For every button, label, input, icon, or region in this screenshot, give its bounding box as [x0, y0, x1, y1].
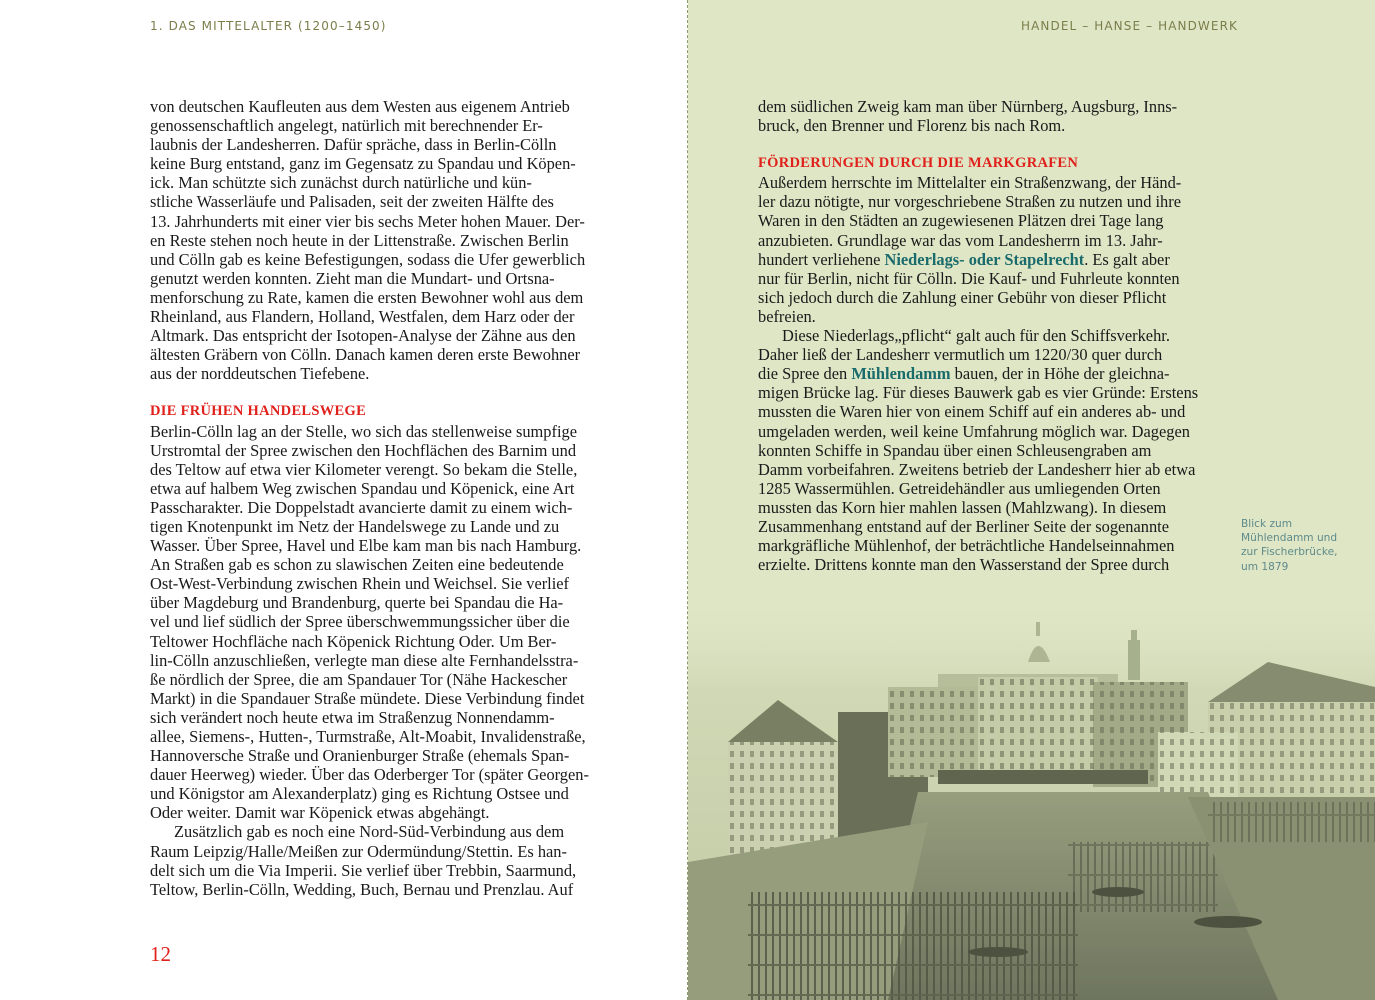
running-head-right: HANDEL – HANSE – HANDWERK	[1021, 19, 1238, 33]
left-paragraph-1	[150, 97, 620, 383]
text-line: und Cölln gab es keine Befestigungen, sodass die Ufer gewerblich	[150, 249, 586, 269]
text-line: befreien.	[758, 306, 816, 326]
text-line: mussten das Korn hier mahlen lassen (Mahlzwang). In diesem	[758, 497, 1167, 517]
text-line-with-keyword	[758, 250, 1220, 269]
text-line: Diese Niederlags„pflicht“ galt auch für den Schiffsverkehr.	[782, 326, 1170, 346]
text-line: laubnis der Landesherren. Dafür spräche, dass in Berlin-Cölln	[150, 135, 557, 155]
text-line: nur für Berlin, nicht für Cölln. Die Kauf- und Fuhrleute konnten	[758, 268, 1180, 288]
text-line: Passcharakter. Die Doppelstadt avancierte damit zu einem wich-	[150, 497, 573, 517]
right-paragraph-3	[758, 326, 1220, 574]
text-line: Außerdem herrschte im Mittelalter ein Straßenzwang, der Händ-	[758, 173, 1182, 193]
text-line: Zusätzlich gab es noch eine Nord-Süd-Verbindung aus dem	[174, 822, 565, 842]
text-line: mussten die Waren hier von einem Schiff auf ein anderes ab- und	[758, 402, 1186, 422]
text-line: lin-Cölln anzuschließen, verlegte man diese alte Fernhandelsstra-	[150, 650, 579, 670]
text-line: stliche Wasserläufe und Palisaden, seit der zweiten Hälfte des	[150, 192, 554, 212]
text-line: ältesten Gräbern von Cölln. Danach kamen deren erste Bewohner	[150, 345, 581, 365]
text-line: anzubieten. Grundlage war das vom Landesherrn im 13. Jahr-	[758, 230, 1163, 250]
right-text-column	[758, 97, 1220, 574]
text-line: ler dazu nötigte, nur vorgeschriebene Straßen zu nutzen und ihre	[758, 192, 1181, 212]
text-line: 13. Jahrhunderts mit einer vier bis sechs Meter hohen Mauer. Der-	[150, 211, 585, 231]
text-line: Waren in den Städten an zugewiesenen Plätzen drei Tage lang	[758, 211, 1164, 231]
keyword-stapelrecht: Niederlags- oder Stapelrecht	[884, 249, 1085, 269]
running-head-left: 1. DAS MITTELALTER (1200–1450)	[150, 19, 387, 33]
text-line: Zusammenhang entstand auf der Berliner Seite der sogenannte	[758, 516, 1169, 536]
text-line: vel und lief südlich der Spree überschwemmungssicher über die	[150, 612, 570, 632]
text-line: keine Burg entstand, ganz im Gegensatz zu Spandau und Köpen-	[150, 154, 576, 174]
text-line: bruck, den Brenner und Florenz bis nach Rom.	[758, 116, 1066, 136]
text-line: ße nördlich der Spree, die am Spandauer Tor (Nähe Hackescher	[150, 669, 568, 689]
text-line: Markt) in die Spandauer Straße mündete. Diese Verbindung findet	[150, 688, 585, 708]
text-fragment: . Es galt aber	[1084, 249, 1170, 269]
text-fragment: die Spree den	[758, 364, 852, 384]
text-line: Altmark. Das entspricht der Isotopen-Analyse der Zähne aus den	[150, 326, 576, 346]
text-line: des Teltow auf etwa vier Kilometer verengt. So bekam die Stelle,	[150, 459, 578, 479]
text-line: markgräfliche Mühlenhof, der beträchtliche Handelseinnahmen	[758, 536, 1175, 556]
left-text-column	[150, 97, 620, 899]
photo-caption	[1241, 517, 1351, 574]
text-line: Raum Leipzig/Halle/Meißen zur Odermündung/Stettin. Es han-	[150, 841, 567, 861]
caption-line: um 1879	[1241, 560, 1289, 573]
text-fragment: hundert verliehene	[758, 249, 885, 269]
section-heading-markgrafen: FÖRDERUNGEN DURCH DIE MARKGRAFEN	[758, 155, 1079, 172]
text-line: und Königstor am Alexanderplatz) ging es Richtung Ostsee und	[150, 784, 569, 804]
text-fragment: bauen, der in Höhe der gleichna-	[950, 364, 1170, 384]
text-line: menforschung zu Rate, kamen die ersten Bewohner wohl aus dem	[150, 287, 584, 307]
text-line: Urstromtal der Spree zwischen den Hochflächen des Barnim und	[150, 440, 577, 460]
text-line: en Reste stehen noch heute in der Littenstraße. Zwischen Berlin	[150, 230, 569, 250]
text-line: Ost-West-Verbindung zwischen Rhein und Weichsel. Sie verlief	[150, 574, 570, 594]
right-paragraph-2	[758, 173, 1220, 326]
text-line: dem südlichen Zweig kam man über Nürnberg, Augsburg, Inns-	[758, 97, 1178, 116]
historic-photo-muehlendamm	[688, 592, 1375, 1000]
left-paragraph-2	[150, 422, 620, 823]
text-line: Daher ließ der Landesherr vermutlich um 1220/30 quer durch	[758, 345, 1163, 365]
text-line-with-keyword	[758, 364, 1220, 383]
text-line: dauer Heerweg) wieder. Über das Oderberger Tor (später Georgen-	[150, 765, 589, 785]
text-line: sich jedoch durch die Zahlung einer Gebühr von dieser Pflicht	[758, 287, 1167, 307]
text-line: Oder weiter. Damit war Köpenick etwas abgehängt.	[150, 803, 490, 823]
keyword-muehlendamm: Mühlendamm	[851, 364, 951, 384]
text-line: 1285 Wassermühlen. Getreidehändler aus umliegenden Orten	[758, 478, 1161, 498]
text-line: An Straßen gab es schon zu slawischen Zeiten eine bedeutende	[150, 555, 564, 575]
text-line: über Magdeburg und Brandenburg, querte bei Spandau die Ha-	[150, 593, 564, 613]
text-line: Damm vorbeifahren. Zweitens betrieb der Landesherr hier ab etwa	[758, 459, 1196, 479]
text-line: tigen Knotenpunkt im Netz der Handelswege zu Lande und zu	[150, 516, 560, 536]
text-line: Teltower Hochfläche nach Köpenick Richtung Oder. Um Ber-	[150, 631, 557, 651]
text-line: etwa auf halbem Weg zwischen Spandau und Köpenick, eine Art	[150, 478, 575, 498]
text-line: Berlin-Cölln lag an der Stelle, wo sich das stellenweise sumpfige	[150, 421, 577, 441]
page-number: 12	[150, 942, 171, 966]
text-line: migen Brücke lag. Für dieses Bauwerk gab es vier Gründe: Erstens	[758, 383, 1199, 403]
caption-line: zur Fischerbrücke,	[1241, 546, 1338, 559]
section-heading-handelswege: DIE FRÜHEN HANDELSWEGE	[150, 403, 367, 420]
photo-illustration	[688, 592, 1375, 1000]
text-line: Teltow, Berlin-Cölln, Wedding, Buch, Bernau und Prenzlau. Auf	[150, 879, 574, 899]
text-line: genutzt werden konnten. Zieht man die Mundart- und Ortsna-	[150, 268, 555, 288]
right-paragraph-1	[758, 97, 1220, 135]
text-line: erzielte. Drittens konnte man den Wasserstand der Spree durch	[758, 555, 1170, 575]
text-line: von deutschen Kaufleuten aus dem Westen aus eigenem Antrieb	[150, 97, 570, 116]
text-line: allee, Siemens-, Hutten-, Turmstraße, Alt-Moabit, Invalidenstraße,	[150, 727, 586, 746]
text-line: sich verändert noch heute etwa im Straßenzug Nonnendamm-	[150, 707, 555, 727]
text-line: umgeladen werden, weil keine Umfahrung möglich war. Dagegen	[758, 421, 1190, 441]
caption-line: Blick zum	[1241, 518, 1293, 530]
text-line: konnten Schiffe in Spandau über einen Schleusengraben am	[758, 440, 1152, 460]
text-line: delt sich um die Via Imperii. Sie verlief über Trebbin, Saarmund,	[150, 860, 577, 880]
text-line: Hannoversche Straße und Oranienburger Straße (ehemals Span-	[150, 746, 570, 766]
text-line: ick. Man schützte sich zunächst durch natürliche und kün-	[150, 173, 532, 193]
text-line: Wasser. Über Spree, Havel und Elbe kam man bis nach Hamburg.	[150, 536, 582, 556]
text-line: genossenschaftlich angelegt, natürlich mit berechnender Er-	[150, 116, 543, 136]
left-paragraph-3	[150, 822, 620, 898]
text-line: aus der norddeutschen Tiefebene.	[150, 364, 370, 384]
caption-line: Mühlendamm und	[1241, 532, 1338, 545]
text-line: Rheinland, aus Flandern, Holland, Westfalen, dem Harz oder der	[150, 307, 575, 327]
